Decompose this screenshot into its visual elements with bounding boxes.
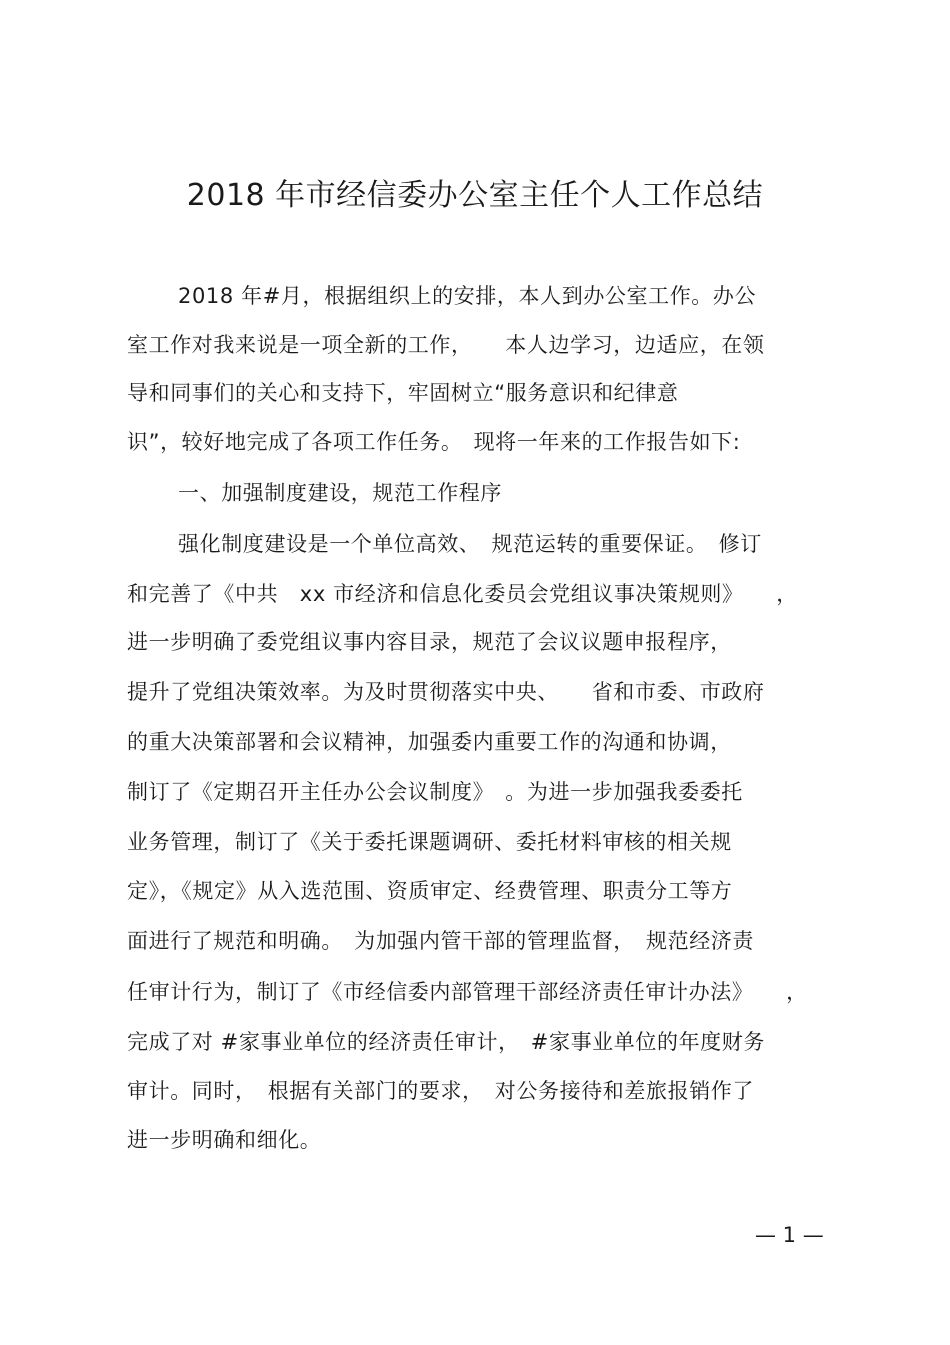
paragraph-line: 业务管理，制订了《关于委托课题调研、委托材料审核的相关规 (127, 830, 732, 854)
paragraph-line: 的重大决策部署和会议精神，加强委内重要工作的沟通和协调， (127, 730, 732, 754)
paragraph-line: 2018 年#月，根据组织上的安排，本人到办公室工作。办公 (178, 284, 757, 308)
paragraph-line: 导和同事们的关心和支持下，牢固树立“服务意识和纪律意 (127, 381, 679, 405)
paragraph-line: 强化制度建设是一个单位高效、 规范运转的重要保证。 修订 (178, 532, 762, 556)
document-title: 2018 年市经信委办公室主任个人工作总结 (186, 178, 764, 213)
paragraph-line: 定》，《规定》从入选范围、资质审定、经费管理、职责分工等方 (127, 879, 733, 903)
page-number: — 1 — (755, 1223, 824, 1247)
paragraph-line: 室工作对我来说是一项全新的工作， 本人边学习，边适应，在领 (127, 333, 765, 357)
paragraph-line: 任审计行为，制订了《市经信委内部管理干部经济责任审计办法》 ， (127, 980, 808, 1004)
paragraph-line: 识”，较好地完成了各项工作任务。 现将一年来的工作报告如下: (127, 430, 741, 454)
paragraph-line: 进一步明确了委党组议事内容目录，规范了会议议题申报程序， (127, 630, 732, 654)
paragraph-line: 制订了《定期召开主任办公会议制度》 。为进一步加强我委委托 (127, 780, 743, 804)
paragraph-line: 提升了党组决策效率。为及时贯彻落实中央、 省和市委、市政府 (127, 680, 765, 704)
section-heading: 一、加强制度建设，规范工作程序 (178, 481, 502, 505)
paragraph-line: 审计。同时， 根据有关部门的要求， 对公务接待和差旅报销作了 (127, 1079, 754, 1103)
paragraph-line: 进一步明确和细化。 (127, 1128, 322, 1152)
paragraph-line: 面进行了规范和明确。 为加强内管干部的管理监督， 规范经济责 (127, 929, 754, 953)
paragraph-line: 和完善了《中共 xx 市经济和信息化委员会党组议事决策规则》 ， (127, 582, 798, 606)
paragraph-line: 完成了对 #家事业单位的经济责任审计， #家事业单位的年度财务 (127, 1030, 765, 1054)
